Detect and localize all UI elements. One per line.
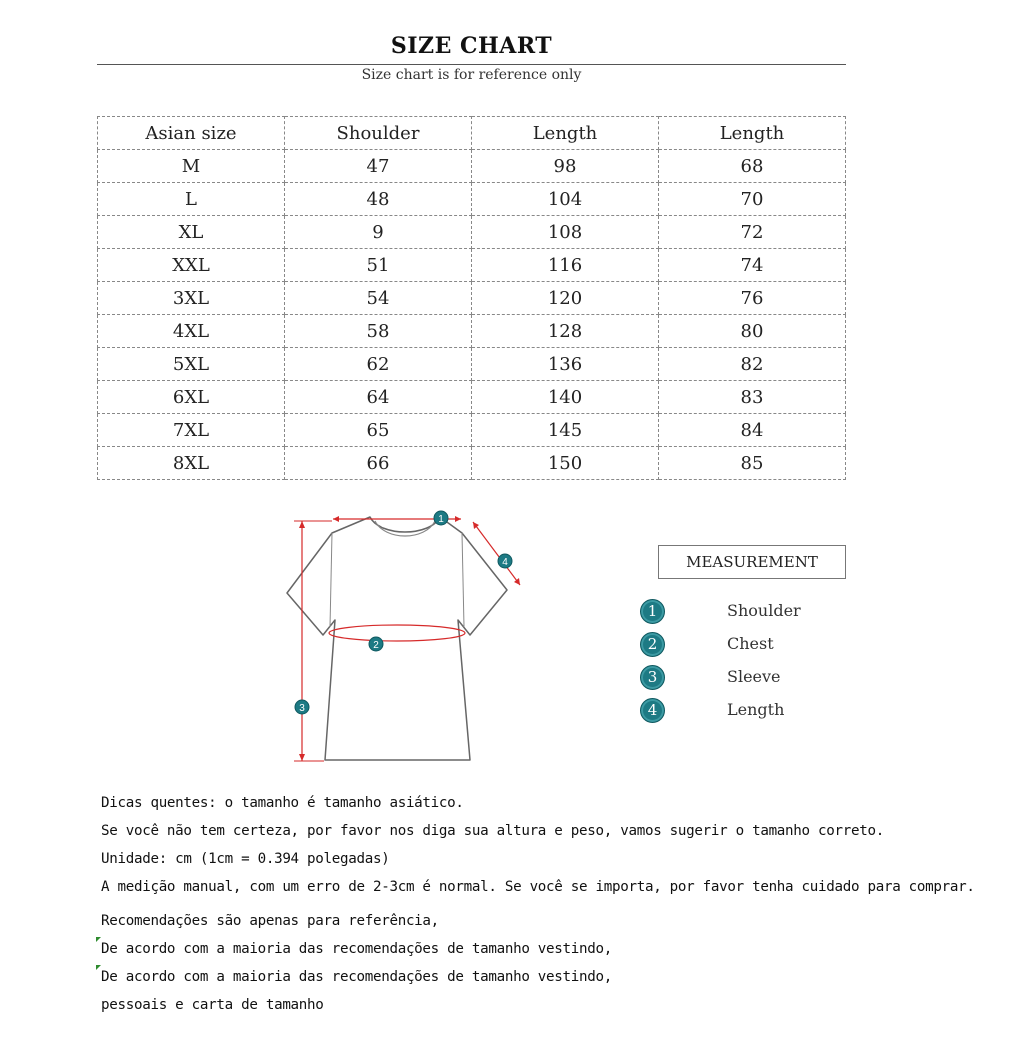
legend-label: Length [727,700,785,719]
length-cell: 72 [659,216,846,249]
header-cell: Asian size [98,117,285,150]
marker-2 [369,637,383,651]
table-row [98,183,846,216]
length-cell: 82 [659,348,846,381]
shoulder-cell: 65 [285,414,472,447]
length-cell: 140 [472,381,659,414]
legend-label: Sleeve [727,667,781,686]
page-title: SIZE CHART [390,33,553,59]
svg-text:3: 3 [299,703,305,714]
table-row [98,249,846,282]
size-table [97,116,846,480]
length-cell: 80 [659,315,846,348]
measurement-title: MEASUREMENT [658,545,846,579]
header-cell: Shoulder [285,117,472,150]
shoulder-cell: 54 [285,282,472,315]
length-cell: 116 [472,249,659,282]
note-line: A medição manual, com um erro de 2-3cm é normal. Se você se importa, por favor tenha cuidado para comprar. [101,879,975,895]
length-cell: 84 [659,414,846,447]
size-cell: M [98,150,285,183]
table-row [98,282,846,315]
corner-mark-icon [96,965,101,970]
recommendation-line: Recomendações são apenas para referência, [101,913,439,929]
length-cell: 120 [472,282,659,315]
table-row [98,150,846,183]
length-cell: 136 [472,348,659,381]
shoulder-cell: 9 [285,216,472,249]
recommendation-line [101,967,1001,995]
title-divider [97,64,846,65]
shoulder-cell: 58 [285,315,472,348]
number-3-icon: 3 [640,665,665,690]
page-subtitle: Size chart is for reference only [361,67,582,83]
header-cell: Length [659,117,846,150]
marker-4 [498,554,512,568]
length-cell: 74 [659,249,846,282]
number-1-icon: 1 [640,599,665,624]
length-cell: 104 [472,183,659,216]
size-cell: L [98,183,285,216]
length-cell: 98 [472,150,659,183]
svg-text:1: 1 [438,514,444,525]
size-cell: 4XL [98,315,285,348]
corner-mark-icon [96,937,101,942]
recommendation-line: pessoais e carta de tamanho [101,997,324,1013]
shoulder-cell: 62 [285,348,472,381]
recommendation-line [101,939,1001,967]
size-cell: XXL [98,249,285,282]
legend-label: Shoulder [727,601,801,620]
marker-3 [295,700,309,714]
length-cell: 128 [472,315,659,348]
length-cell: 108 [472,216,659,249]
svg-text:4: 4 [502,557,508,568]
length-cell: 68 [659,150,846,183]
size-cell: 3XL [98,282,285,315]
table-row [98,447,846,480]
recommendation-text: De acordo com a maioria das recomendações de tamanho vestindo, [101,941,612,957]
notes-section [101,793,1001,1023]
size-cell: XL [98,216,285,249]
tshirt-outline-icon [287,517,507,760]
shoulder-cell: 48 [285,183,472,216]
note-line: Dicas quentes: o tamanho é tamanho asiático. [101,795,464,811]
marker-1 [434,511,448,525]
svg-text:2: 2 [373,640,379,651]
table-row [98,348,846,381]
tshirt-diagram [280,505,530,770]
table-row [98,381,846,414]
shoulder-cell: 47 [285,150,472,183]
header-cell: Length [472,117,659,150]
shoulder-cell: 51 [285,249,472,282]
legend-label: Chest [727,634,774,653]
size-cell: 6XL [98,381,285,414]
length-cell: 76 [659,282,846,315]
shoulder-cell: 64 [285,381,472,414]
table-header-row [98,117,846,150]
shoulder-cell: 66 [285,447,472,480]
length-cell: 150 [472,447,659,480]
length-cell: 145 [472,414,659,447]
table-row [98,216,846,249]
number-4-icon: 4 [640,698,665,723]
size-cell: 5XL [98,348,285,381]
table-row [98,414,846,447]
size-cell: 7XL [98,414,285,447]
recommendation-text: De acordo com a maioria das recomendações de tamanho vestindo, [101,969,612,985]
number-2-icon: 2 [640,632,665,657]
length-cell: 85 [659,447,846,480]
note-line: Se você não tem certeza, por favor nos diga sua altura e peso, vamos sugerir o tamanho correto. [101,823,884,839]
length-cell: 70 [659,183,846,216]
note-line: Unidade: cm (1cm = 0.394 polegadas) [101,851,390,867]
size-cell: 8XL [98,447,285,480]
length-cell: 83 [659,381,846,414]
table-row [98,315,846,348]
